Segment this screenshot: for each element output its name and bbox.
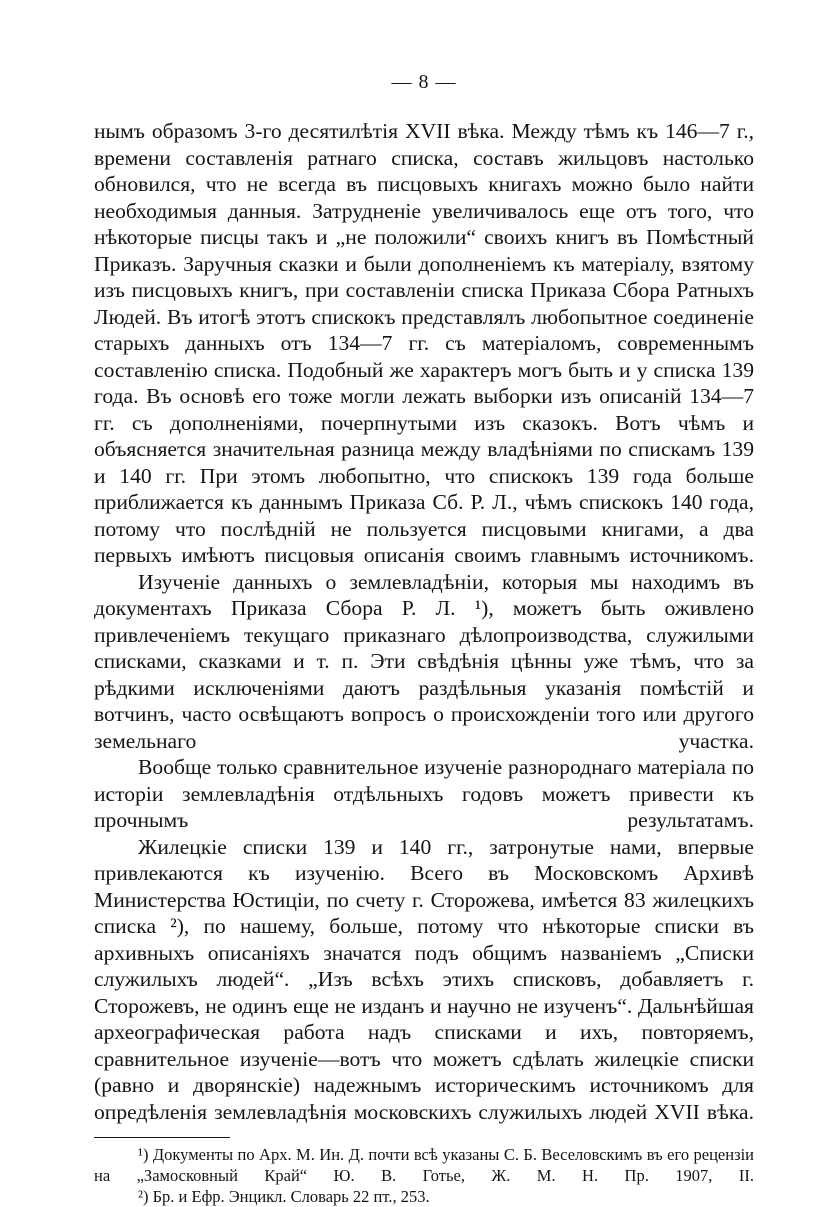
- footnote-1: ¹) Документы по Арх. М. Ин. Д. почти всѣ указаны С. Б. Веселовскимъ въ его рецензіи на „Замосковный Край“ Ю. В. Готье, Ж. М. Н. Пр. 1907, II.: [94, 1145, 754, 1185]
- document-page: [94, 70, 754, 1207]
- page-number: — 8 —: [391, 71, 457, 93]
- paragraph-3: Вообще только сравнительное изученіе разнороднаго матеріала по исторіи землевладѣнія отдѣльныхъ годовъ можетъ привести къ прочнымъ результатамъ.: [94, 755, 754, 832]
- paragraph-2: Изученіе данныхъ о землевладѣніи, которыя мы находимъ въ документахъ Приказа Сбора Р. Л. ¹), можетъ быть оживлено привлеченіемъ текущаго приказнаго дѣлопроизводства, служилыми списками, сказками и т. п. Эти свѣдѣнія цѣнны уже тѣмъ, что за рѣдкими исключеніями даютъ раздѣльныя указанія помѣстій и вотчинъ, часто освѣщаютъ вопросъ о происхожденіи того или другого земельнаго участка.: [94, 569, 754, 753]
- body-text: [94, 118, 754, 1125]
- paragraph-4: Жилецкіе списки 139 и 140 гг., затронутые нами, впервые привлекаются къ изученію. Всего въ Московскомъ Архивѣ Министерства Юстиціи, по счету г. Сторожева, имѣется 83 жилецкихъ списка ²), по нашему, больше, потому что нѣкоторые списки въ архивныхъ описаніяхъ значатся подъ общимъ названіемъ „Списки служилыхъ людей“. „Изъ всѣхъ этихъ списковъ, добавляетъ г. Сторожевъ, не одинъ еще не изданъ и научно не изученъ“. Дальнѣйшая археографическая работа надъ списками и ихъ, повторяемъ, сравнительное изученіе—вотъ что можетъ сдѣлать жилецкіе списки (равно и дворянскіе) надежнымъ историческимъ источникомъ для опредѣленія землевладѣнія московскихъ служилыхъ людей XVII вѣка.: [94, 834, 754, 1124]
- footnote-2: ²) Бр. и Ефр. Энцикл. Словарь 22 пт., 253.: [138, 1187, 430, 1206]
- paragraph-1: нымъ образомъ 3-го десятилѣтія XVII вѣка. Между тѣмъ къ 146—7 г., времени составленія ратнаго списка, составъ жильцовъ настолько обновился, что не всегда въ писцовыхъ книгахъ можно было найти необходимыя данныя. Затрудненіе увеличивалось еще отъ того, что нѣкоторые писцы такъ и „не положили“ своихъ книгъ въ Помѣстный Приказъ. Заручныя сказки и были дополненіемъ къ матеріалу, взятому изъ писцовыхъ книгъ, при составленіи списка Приказа Сбора Ратныхъ Людей. Въ итогѣ этотъ спискокъ представлялъ любопытное соединеніе старыхъ данныхъ отъ 134—7 гг. съ матеріаломъ, современнымъ составленію списка. Подобный же характеръ могъ быть и у списка 139 года. Въ основѣ его тоже могли лежать выборки изъ описаній 134—7 гг. съ дополненіями, почерпнутыми изъ сказокъ. Вотъ чѣмъ и объясняется значительная разница между владѣніями по спискамъ 139 и 140 гг. При этомъ любопытно, что спискокъ 139 года больше приближается къ даннымъ Приказа Сб. Р. Л., чѣмъ спискокъ 140 года, потому что послѣдній не пользуется писцовыми книгами, а два первыхъ имѣютъ писцовыя описанія своимъ главнымъ источникомъ.: [94, 119, 754, 567]
- footnotes: [94, 1144, 754, 1207]
- footnote-divider: [94, 1137, 230, 1138]
